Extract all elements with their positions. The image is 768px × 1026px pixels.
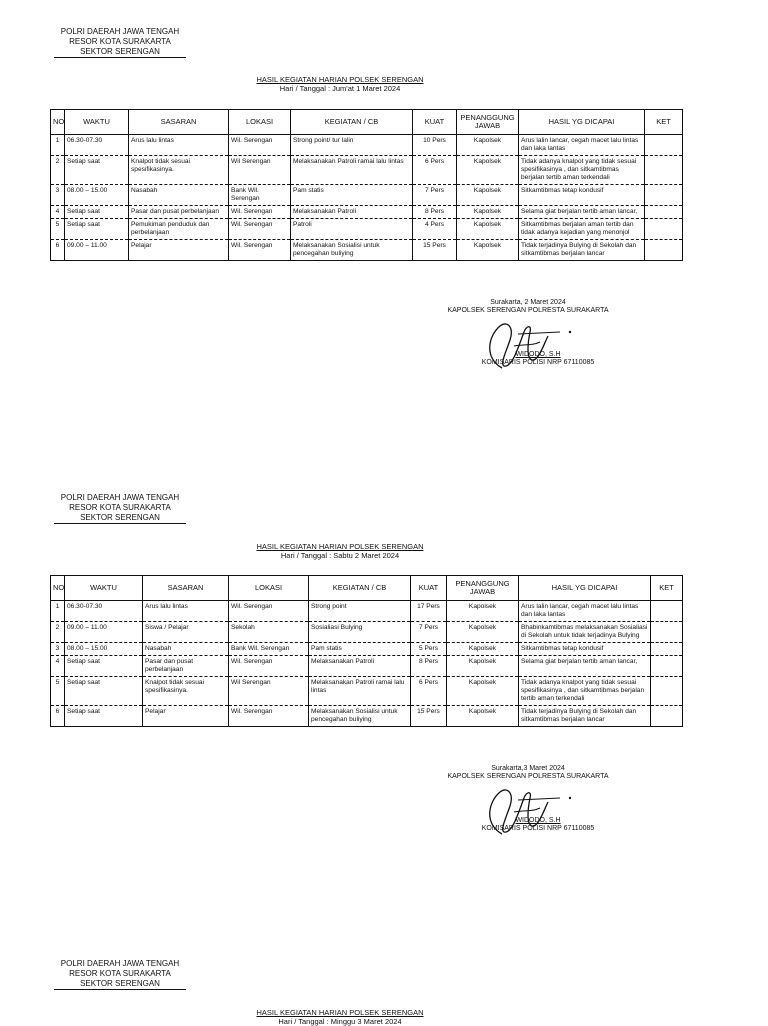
column-header-kuat: KUAT — [413, 110, 457, 135]
cell-hasil: Sitkamtibmas tetap kondusif — [519, 643, 651, 656]
cell-no: 4 — [51, 656, 65, 677]
cell-kuat: 5 Pers — [411, 643, 447, 656]
letterhead-3 — [52, 959, 188, 990]
cell-no: 6 — [51, 240, 65, 261]
cell-lokasi: Wil. Serengan — [229, 240, 291, 261]
cell-kegiatan: Melaksanakan Patroli — [291, 206, 413, 219]
column-header-ket: KET — [651, 576, 683, 601]
cell-pj: Kapolsek — [457, 206, 519, 219]
column-header-lokasi: LOKASI — [229, 576, 309, 601]
cell-sasaran: Knalpot tidak sesuai spesifikasinya. — [143, 677, 229, 706]
letterhead-line2: RESOR KOTA SURAKARTA — [69, 37, 171, 46]
letterhead-line3: SEKTOR SERENGAN — [54, 513, 186, 524]
signatory-rank: KOMISARIS POLISI NRP 67110085 — [481, 359, 595, 366]
activity-table-2 — [50, 575, 683, 727]
cell-lokasi: Wil. Serengan — [229, 656, 309, 677]
report-title-3 — [200, 1008, 480, 1026]
signatory-block-2 — [458, 817, 618, 833]
table-row — [51, 219, 683, 240]
table-row — [51, 706, 683, 727]
cell-sasaran: Pasar dan pusat perbelanjaan — [129, 206, 229, 219]
cell-ket — [651, 706, 683, 727]
cell-waktu: Setiap saat — [65, 706, 143, 727]
cell-sasaran: Knalpot tidak sesuai spesifikasinya. — [129, 156, 229, 185]
cell-ket — [645, 156, 683, 185]
cell-kuat: 6 Pers — [411, 677, 447, 706]
cell-ket — [645, 206, 683, 219]
cell-lokasi: Wil Serengan — [229, 677, 309, 706]
letterhead-line2: RESOR KOTA SURAKARTA — [69, 503, 171, 512]
letterhead-line3: SEKTOR SERENGAN — [54, 47, 186, 58]
cell-no: 5 — [51, 219, 65, 240]
cell-hasil: Tidak terjadinya Bulying di Sekolah dan sitkamtibmas berjalan lancar — [519, 240, 645, 261]
cell-no: 4 — [51, 206, 65, 219]
cell-lokasi: Wil. Serengan — [229, 135, 291, 156]
cell-pj: Kapolsek — [457, 185, 519, 206]
cell-ket — [645, 240, 683, 261]
cell-kuat: 8 Pers — [413, 206, 457, 219]
cell-hasil: Sitkamtibmas berjalan aman tertib dan tidak adanya kejadian yang menonjol — [519, 219, 645, 240]
table-row — [51, 156, 683, 185]
cell-waktu: 08.00 – 15.00 — [65, 643, 143, 656]
cell-kuat: 8 Pers — [411, 656, 447, 677]
table-row — [51, 240, 683, 261]
cell-pj: Kapolsek — [457, 156, 519, 185]
report-date: Hari / Tanggal : Jum'at 1 Maret 2024 — [279, 84, 401, 93]
table-row — [51, 185, 683, 206]
cell-sasaran: Arus lalu lintas — [143, 601, 229, 622]
report-heading: HASIL KEGIATAN HARIAN POLSEK SERENGAN — [256, 75, 424, 84]
cell-pj: Kapolsek — [457, 219, 519, 240]
column-header-waktu: WAKTU — [65, 110, 129, 135]
cell-pj: Kapolsek — [447, 622, 519, 643]
column-header-sasaran: SASARAN — [143, 576, 229, 601]
cell-ket — [645, 135, 683, 156]
cell-ket — [645, 185, 683, 206]
cell-ket — [651, 622, 683, 643]
cell-pj: Kapolsek — [447, 656, 519, 677]
report-title-2 — [200, 542, 480, 560]
cell-kegiatan: Strong point — [309, 601, 411, 622]
table-row — [51, 206, 683, 219]
cell-kegiatan: Strong point/ tur lalin — [291, 135, 413, 156]
signatory-block-1 — [458, 351, 618, 367]
cell-no: 3 — [51, 185, 65, 206]
cell-waktu: Setiap saat — [65, 206, 129, 219]
cell-kegiatan: Pam statis — [291, 185, 413, 206]
letterhead-1 — [52, 27, 188, 58]
cell-no: 3 — [51, 643, 65, 656]
cell-waktu: 06.30-07.30 — [65, 601, 143, 622]
cell-sasaran: Pelajar — [129, 240, 229, 261]
cell-no: 2 — [51, 622, 65, 643]
cell-hasil: Bhabinkamtibmas melaksanakan Sosialiasi di Sekolah untuk tidak terjadinya Bulying — [519, 622, 651, 643]
cell-lokasi: Wil. Serengan — [229, 601, 309, 622]
cell-hasil: Tidak adanya knalpot yang tidak sesuai spesifikasinya , dan sitkamtibmas berjalan tertib aman terkendali — [519, 156, 645, 185]
cell-kegiatan: Sosialiasi Bulying — [309, 622, 411, 643]
report-title-1 — [200, 75, 480, 93]
cell-kegiatan: Melaksanakan Sosialisi untuk pencegahan buliying — [291, 240, 413, 261]
signatory-name: WIDODO, S.H — [515, 351, 561, 358]
cell-hasil: Arus lalin lancar, cegah macet lalu lintas dan laka lantas — [519, 601, 651, 622]
cell-waktu: 09.00 – 11.00 — [65, 240, 129, 261]
cell-ket — [645, 219, 683, 240]
cell-no: 2 — [51, 156, 65, 185]
cell-hasil: Sitkamtibmas tetap kondusif — [519, 185, 645, 206]
cell-sasaran: Pelajar — [143, 706, 229, 727]
cell-kegiatan: Melaksanakan Sosialisi untuk pencegahan buliying — [309, 706, 411, 727]
cell-kegiatan: Pam statis — [309, 643, 411, 656]
cell-lokasi: Sekolah — [229, 622, 309, 643]
cell-sasaran: Pemukiman penduduk dan perbelanjaan — [129, 219, 229, 240]
cell-hasil: Arus lalin lancar, cegah macet lalu lintas dan laka lantas — [519, 135, 645, 156]
column-header-lokasi: LOKASI — [229, 110, 291, 135]
cell-sasaran: Nasabah — [129, 185, 229, 206]
column-header-kuat: KUAT — [411, 576, 447, 601]
table-header-row — [51, 110, 683, 135]
cell-lokasi: Bank Wil. Serengan — [229, 185, 291, 206]
cell-pj: Kapolsek — [447, 601, 519, 622]
report-date: Hari / Tanggal : Minggu 3 Maret 2024 — [278, 1017, 402, 1026]
table-header-row — [51, 576, 683, 601]
report-date: Hari / Tanggal : Sabtu 2 Maret 2024 — [280, 551, 400, 560]
column-header-kegiatan: KEGIATAN / CB — [291, 110, 413, 135]
signature-block-2 — [418, 765, 638, 781]
cell-sasaran: Siswa / Pelajar — [143, 622, 229, 643]
cell-no: 1 — [51, 601, 65, 622]
cell-ket — [651, 677, 683, 706]
cell-hasil: Tidak terjadinya Bulying di Sekolah dan sitkamtibmas berjalan lancar — [519, 706, 651, 727]
cell-lokasi: Wil. Serengan — [229, 219, 291, 240]
cell-sasaran: Nasabah — [143, 643, 229, 656]
cell-no: 5 — [51, 677, 65, 706]
cell-kegiatan: Patroli — [291, 219, 413, 240]
cell-pj: Kapolsek — [447, 706, 519, 727]
table-row — [51, 677, 683, 706]
cell-sasaran: Pasar dan pusat perbelanjaan — [143, 656, 229, 677]
cell-waktu: Setiap saat — [65, 219, 129, 240]
place-date: Surakarta,3 Maret 2024 — [491, 765, 565, 772]
cell-kuat: 15 Pers — [413, 240, 457, 261]
signatory-rank: KOMISARIS POLISI NRP 67110085 — [481, 825, 595, 832]
cell-kuat: 10 Pers — [413, 135, 457, 156]
cell-kegiatan: Melaksanakan Patroli — [309, 656, 411, 677]
signature-block-1 — [418, 299, 638, 315]
cell-kuat: 17 Pers — [411, 601, 447, 622]
cell-ket — [651, 601, 683, 622]
cell-waktu: 09.00 – 11.00 — [65, 622, 143, 643]
cell-ket — [651, 656, 683, 677]
table-row — [51, 643, 683, 656]
column-header-no: NO — [51, 576, 65, 601]
activity-table-1 — [50, 109, 683, 261]
cell-kuat: 6 Pers — [413, 156, 457, 185]
letterhead-line1: POLRI DAERAH JAWA TENGAH — [60, 493, 180, 502]
cell-no: 1 — [51, 135, 65, 156]
cell-waktu: Setiap saat — [65, 156, 129, 185]
place-date: Surakarta, 2 Maret 2024 — [490, 299, 566, 306]
cell-sasaran: Arus lalu lintas — [129, 135, 229, 156]
letterhead-line1: POLRI DAERAH JAWA TENGAH — [60, 27, 180, 36]
cell-pj: Kapolsek — [457, 135, 519, 156]
column-header-ket: KET — [645, 110, 683, 135]
office-title: KAPOLSEK SERENGAN POLRESTA SURAKARTA — [447, 307, 609, 314]
table-row — [51, 135, 683, 156]
cell-kuat: 4 Pers — [413, 219, 457, 240]
table-body — [51, 135, 683, 261]
cell-kegiatan: Melaksanakan Patroli ramai lalu lintas — [309, 677, 411, 706]
report-heading: HASIL KEGIATAN HARIAN POLSEK SERENGAN — [256, 542, 424, 551]
letterhead-line2: RESOR KOTA SURAKARTA — [69, 969, 171, 978]
cell-hasil: Selama giat berjalan tertib aman lancar, — [519, 656, 651, 677]
letterhead-line3: SEKTOR SERENGAN — [54, 979, 186, 990]
column-header-no: NO — [51, 110, 65, 135]
table-row — [51, 656, 683, 677]
column-header-pj: PENANGGUNG JAWAB — [457, 110, 519, 135]
cell-ket — [651, 643, 683, 656]
cell-waktu: 08.00 – 15.00 — [65, 185, 129, 206]
cell-kegiatan: Melaksanakan Patroli ramai lalu lintas — [291, 156, 413, 185]
column-header-pj: PENANGGUNG JAWAB — [447, 576, 519, 601]
table-body — [51, 601, 683, 727]
column-header-hasil: HASIL YG DICAPAI — [519, 576, 651, 601]
letterhead-2 — [52, 493, 188, 524]
table-row — [51, 622, 683, 643]
cell-lokasi: Wil. Serengan — [229, 206, 291, 219]
cell-lokasi: Wil Serengan — [229, 156, 291, 185]
cell-hasil: Selama giat berjalan tertib aman lancar, — [519, 206, 645, 219]
column-header-kegiatan: KEGIATAN / CB — [309, 576, 411, 601]
cell-kuat: 15 Pers — [411, 706, 447, 727]
cell-kuat: 7 Pers — [413, 185, 457, 206]
column-header-hasil: HASIL YG DICAPAI — [519, 110, 645, 135]
cell-hasil: Tidak adanya knalpot yang tidak sesuai spesifikasinya , dan sitkamtibmas berjalan tertib aman terkendali — [519, 677, 651, 706]
column-header-waktu: WAKTU — [65, 576, 143, 601]
cell-lokasi: Wil. Serengan — [229, 706, 309, 727]
cell-kuat: 7 Pers — [411, 622, 447, 643]
cell-pj: Kapolsek — [447, 677, 519, 706]
cell-pj: Kapolsek — [457, 240, 519, 261]
office-title: KAPOLSEK SERENGAN POLRESTA SURAKARTA — [447, 773, 609, 780]
table-row — [51, 601, 683, 622]
cell-lokasi: Bank Wil. Serengan — [229, 643, 309, 656]
report-heading: HASIL KEGIATAN HARIAN POLSEK SERENGAN — [256, 1008, 424, 1017]
cell-waktu: Setiap saat — [65, 656, 143, 677]
letterhead-line1: POLRI DAERAH JAWA TENGAH — [60, 959, 180, 968]
cell-waktu: Setiap saat — [65, 677, 143, 706]
cell-pj: Kapolsek — [447, 643, 519, 656]
cell-no: 6 — [51, 706, 65, 727]
cell-waktu: 06.30-07.30 — [65, 135, 129, 156]
signatory-name: WIDODO, S.H — [515, 817, 561, 824]
column-header-sasaran: SASARAN — [129, 110, 229, 135]
